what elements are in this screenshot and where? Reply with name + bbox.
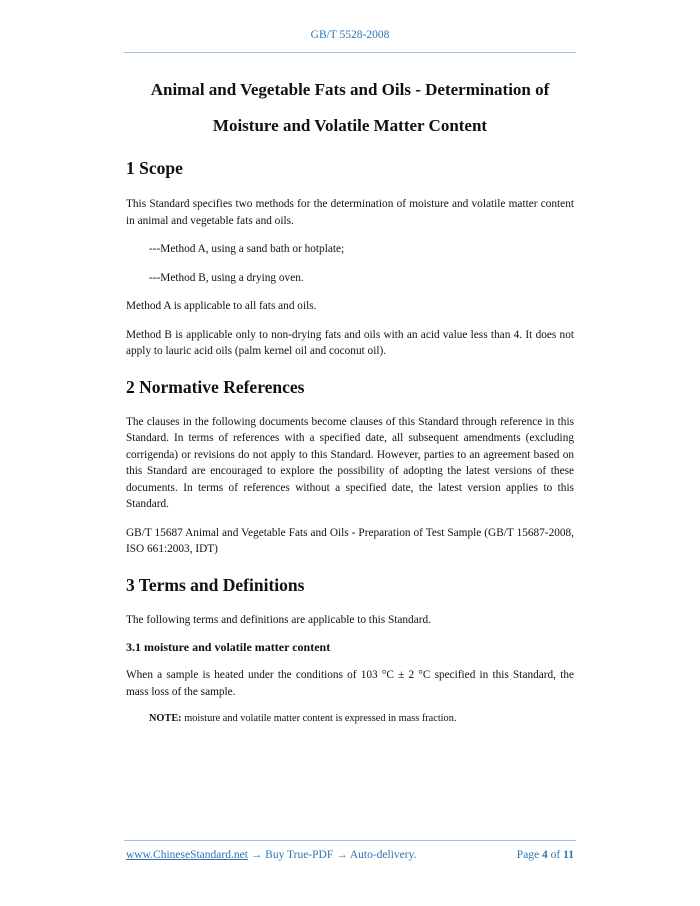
- page-label: Page: [516, 849, 543, 861]
- section-terms-heading: 3 Terms and Definitions: [126, 574, 305, 595]
- page-content: [126, 72, 574, 726]
- term-note: [126, 712, 574, 726]
- footer-site-link[interactable]: www.ChineseStandard.net: [126, 849, 248, 861]
- footer-tagline: → Buy True-PDF → Auto-delivery.: [247, 849, 417, 861]
- term-3-1-definition: When a sample is heated under the conditions of 103 °C ± 2 °C specified in this Standard, the mass loss of the sample.: [126, 669, 574, 698]
- title-line-2: Moisture and Volatile Matter Content: [212, 116, 488, 135]
- page-of: of: [547, 849, 564, 861]
- document-title: [126, 72, 574, 144]
- scope-paragraph-3: Method B is applicable only to non-drying fats and oils with an acid value less than 4. It does not apply to lauric acid oils (palm kernel oil and coconut oil).: [126, 328, 574, 357]
- scope-method-a: ---Method A, using a sand bath or hotplate;: [149, 243, 345, 255]
- header-doc-id: GB/T 5528-2008: [310, 29, 390, 41]
- footer-rule: [124, 840, 576, 841]
- scope-paragraph-2: Method A is applicable to all fats and oils.: [126, 300, 317, 312]
- normative-paragraph-2: GB/T 15687 Animal and Vegetable Fats and Oils - Preparation of Test Sample (GB/T 15687-2008, ISO 661:2003, IDT): [126, 526, 574, 555]
- footer: [126, 849, 574, 861]
- note-label: NOTE:: [149, 713, 182, 724]
- section-scope-heading: 1 Scope: [126, 158, 183, 178]
- scope-method-b: ---Method B, using a drying oven.: [149, 271, 304, 284]
- scope-paragraph-1: This Standard specifies two methods for the determination of moisture and volatile matter content in animal and vegetable fats and oils.: [126, 198, 574, 227]
- term-3-1-heading: 3.1 moisture and volatile matter content: [126, 640, 331, 654]
- page-indicator: [517, 849, 574, 861]
- note-text: moisture and volatile matter content is expressed in mass fraction.: [181, 713, 457, 724]
- section-normative-heading: 2 Normative References: [126, 376, 305, 397]
- page-total: 11: [563, 849, 574, 861]
- header-rule: [124, 52, 576, 53]
- title-line-1: Animal and Vegetable Fats and Oils - Determination of: [150, 80, 550, 99]
- normative-paragraph-1: The clauses in the following documents become clauses of this Standard through reference in this Standard. In terms of references with a specified date, all subsequent amendments (excluding corrigenda) or revisions do not apply to this Standard. However, parties to an agreement based on this Standard are encouraged to explore the possibility of adopting the latest versions of these documents. In terms of references without a specified date, the latest version applies to this Standard.: [126, 415, 574, 510]
- page-current: 4: [542, 849, 548, 861]
- terms-paragraph-1: The following terms and definitions are applicable to this Standard.: [126, 613, 431, 626]
